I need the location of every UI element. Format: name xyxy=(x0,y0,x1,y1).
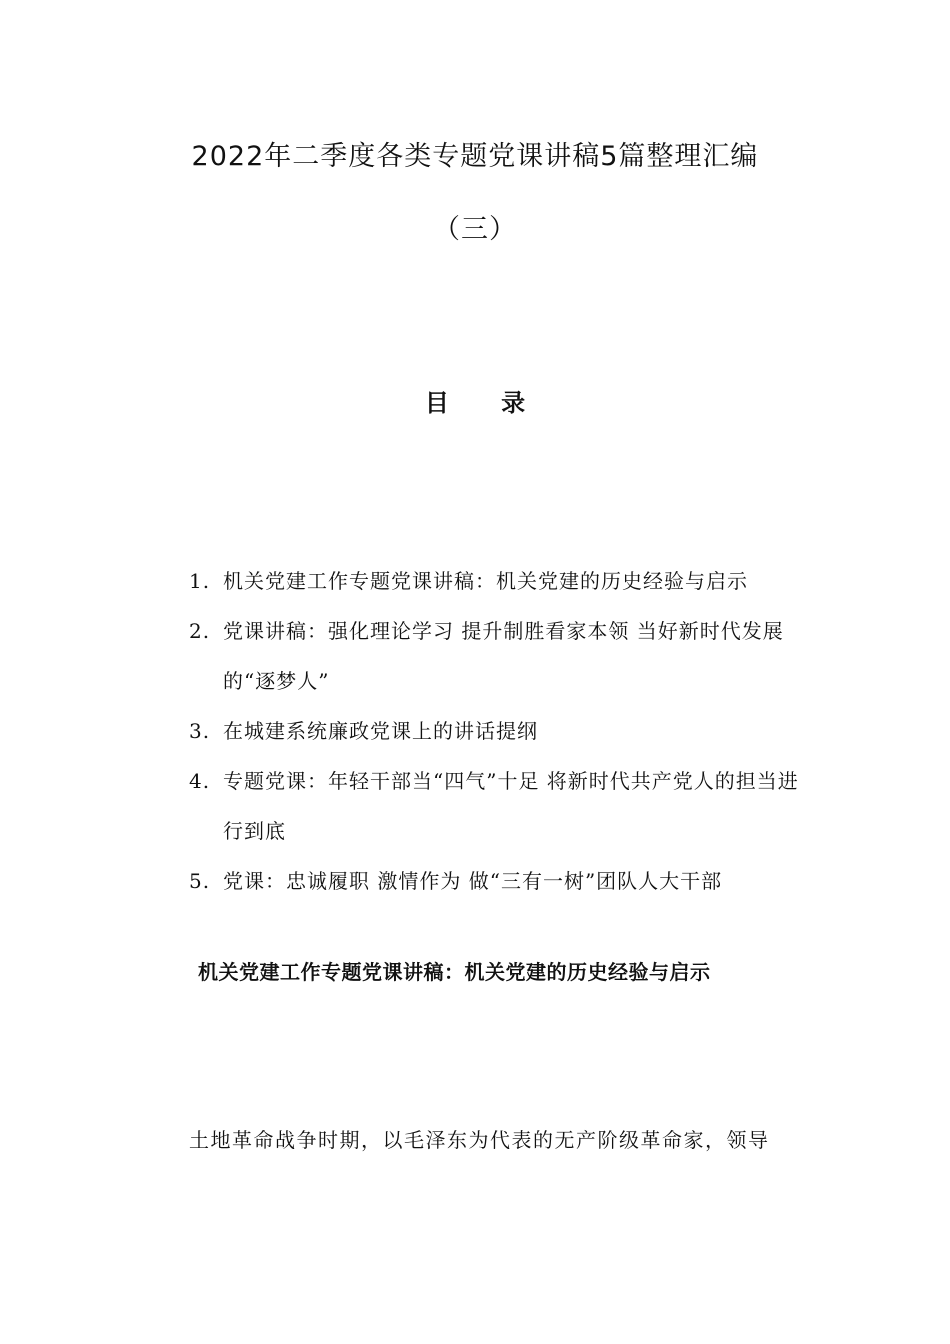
toc-item xyxy=(189,856,829,906)
toc-item-text: 党课讲稿：强化理论学习 提升制胜看家本领 当好新时代发展的“逐梦人” xyxy=(223,619,784,693)
toc-item-text: 党课：忠诚履职 激情作为 做“三有一树”团队人大干部 xyxy=(223,869,723,893)
toc-item-number: 3. xyxy=(189,719,211,743)
toc-item-text: 机关党建工作专题党课讲稿：机关党建的历史经验与启示 xyxy=(223,569,748,593)
toc-heading: 目 录 xyxy=(424,389,548,417)
body-paragraph: 土地革命战争时期，以毛泽东为代表的无产阶级革命家，领导 xyxy=(189,1128,770,1152)
table-of-contents xyxy=(189,556,829,906)
toc-item xyxy=(189,706,829,756)
toc-item-number: 5. xyxy=(189,869,211,893)
toc-item-number: 2. xyxy=(189,619,211,643)
section-heading: 机关党建工作专题党课讲稿：机关党建的历史经验与启示 xyxy=(198,960,711,984)
toc-item-text: 专题党课：年轻干部当“四气”十足 将新时代共产党人的担当进行到底 xyxy=(223,769,799,843)
toc-item-text: 在城建系统廉政党课上的讲话提纲 xyxy=(223,719,538,743)
toc-item-number: 1. xyxy=(189,569,211,593)
document-subtitle: （三） xyxy=(433,214,517,245)
toc-item xyxy=(189,556,829,606)
toc-item xyxy=(189,606,829,706)
toc-item xyxy=(189,756,829,856)
toc-item-number: 4. xyxy=(189,769,211,793)
document-title: 2022年二季度各类专题党课讲稿5篇整理汇编 xyxy=(191,141,759,172)
